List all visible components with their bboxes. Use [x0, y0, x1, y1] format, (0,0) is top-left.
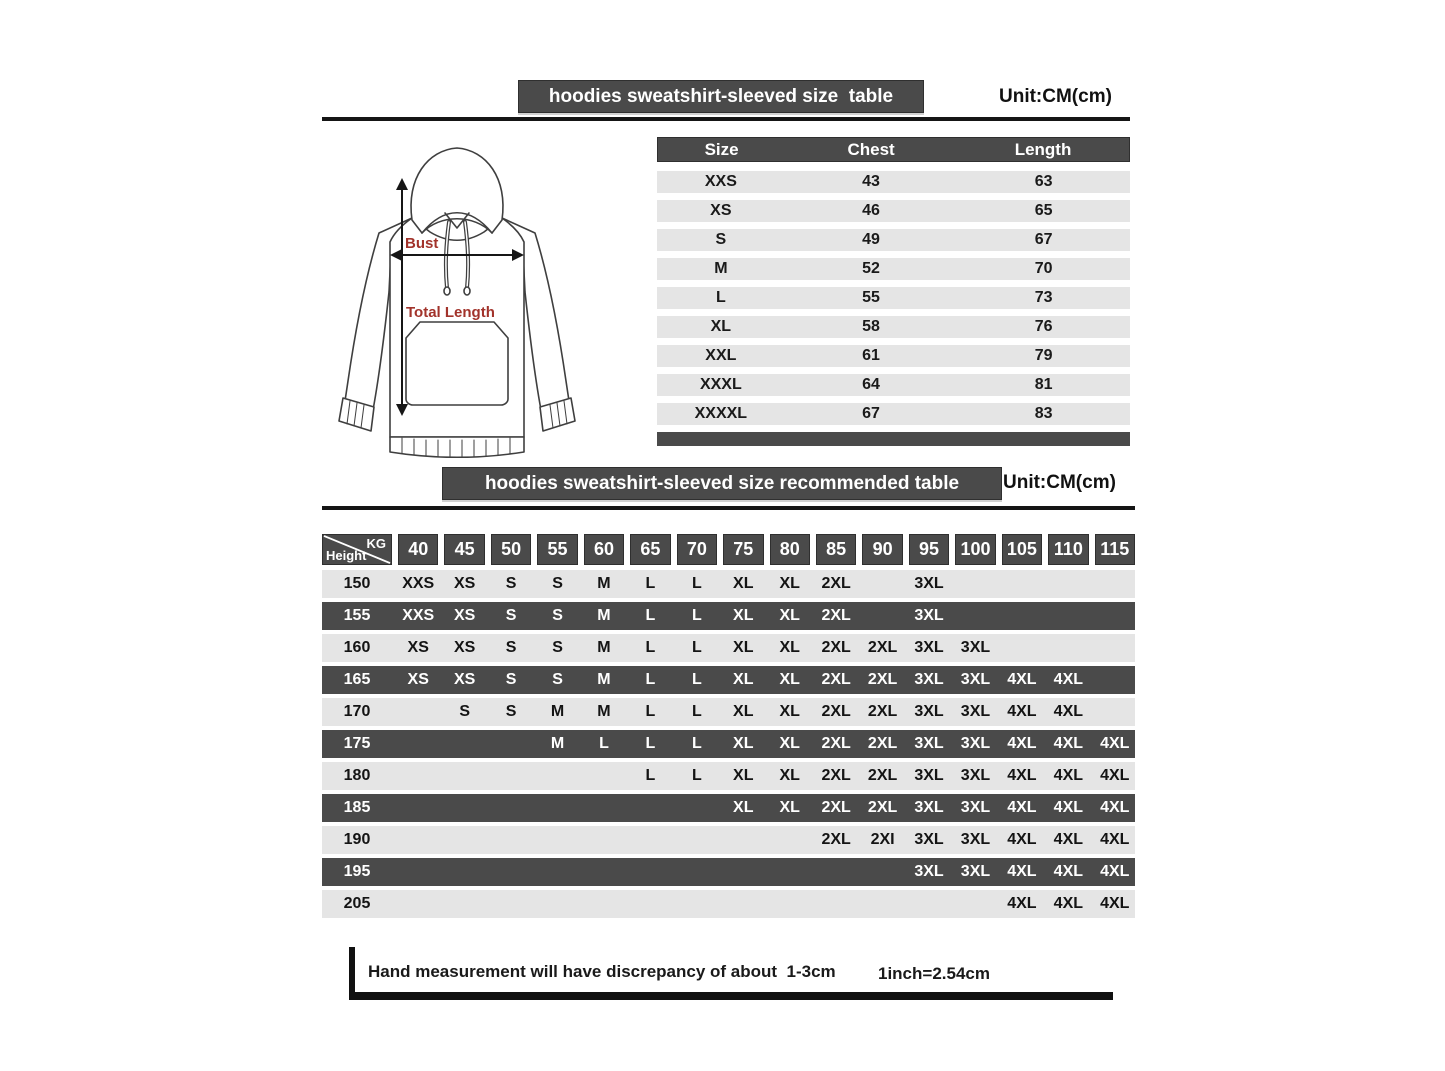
weight-header-cell: 85	[816, 534, 856, 565]
height-label: 175	[343, 735, 371, 752]
rec-size-cell: M	[597, 671, 611, 688]
hoodie-measurement-diagram	[328, 140, 600, 458]
rec-size-cell: 2XL	[867, 735, 898, 752]
rec-size-cell: L	[691, 767, 702, 784]
weight-header-cell: 80	[770, 534, 810, 565]
rec-size-cell: 4XL	[1007, 735, 1037, 752]
rec-size-cell: 2XL	[821, 671, 851, 688]
chest-cell: 67	[862, 405, 880, 422]
weight-header-cell: 45	[444, 534, 484, 565]
rec-size-cell: 2XL	[821, 607, 851, 624]
recommended-row	[322, 890, 1135, 918]
rec-size-cell: XS	[453, 575, 476, 592]
rec-size-cell: L	[599, 735, 609, 752]
length-cell: 70	[1034, 260, 1053, 277]
rec-size-cell: XL	[779, 639, 800, 656]
rec-size-cell: 3XL	[960, 767, 991, 784]
rec-size-cell: 3XL	[960, 639, 991, 656]
rec-size-cell: XL	[779, 607, 800, 624]
length-cell: 83	[1034, 405, 1053, 422]
length-cell: 81	[1034, 376, 1053, 393]
rec-size-cell: 3XL	[914, 575, 944, 592]
chest-cell: 58	[862, 318, 880, 335]
rec-size-cell: 4XL	[1007, 703, 1037, 720]
weight-header-cell: 90	[862, 534, 902, 565]
rec-size-cell: 4XL	[1007, 799, 1037, 816]
kangaroo-pocket	[406, 322, 508, 405]
rec-size-cell: M	[597, 703, 611, 720]
recommended-row	[322, 794, 1135, 822]
top-divider-line	[322, 117, 1130, 121]
rec-size-cell: 3XL	[960, 831, 991, 848]
chest-cell: 43	[862, 173, 880, 190]
size-cell: S	[715, 231, 727, 248]
size-table-row	[657, 200, 1130, 222]
rec-size-cell: 3XL	[960, 671, 991, 688]
rec-size-cell: S	[505, 639, 517, 656]
rec-size-cell: L	[645, 575, 656, 592]
rec-size-cell: 4XL	[1007, 671, 1037, 688]
recommended-row	[322, 602, 1135, 630]
rec-size-cell: 4XL	[1053, 671, 1084, 688]
rec-size-cell: 3XL	[960, 735, 991, 752]
rec-size-cell: XL	[779, 799, 800, 816]
weight-header-cell: 55	[537, 534, 577, 565]
size-table-row	[657, 316, 1130, 338]
rec-size-cell: S	[505, 671, 517, 688]
rec-size-cell: 2XL	[821, 831, 851, 848]
rec-size-cell: XS	[407, 671, 429, 688]
rec-size-cell: XL	[733, 767, 754, 784]
rec-size-cell: S	[552, 671, 563, 688]
rec-size-cell: L	[645, 607, 656, 624]
rec-size-cell: 3XL	[960, 703, 991, 720]
chest-cell: 55	[862, 289, 880, 306]
rec-size-cell: XS	[453, 607, 476, 624]
rec-size-cell: 2XL	[821, 639, 851, 656]
rec-size-cell: 2XL	[867, 799, 898, 816]
rec-size-cell: L	[691, 703, 702, 720]
size-table-row	[657, 171, 1130, 193]
length-cell: 73	[1034, 289, 1053, 306]
rec-size-cell: 4XL	[1053, 895, 1084, 912]
weight-header-cell: 60	[584, 534, 624, 565]
length-cell: 67	[1034, 231, 1053, 248]
rec-size-cell: XS	[453, 639, 476, 656]
rec-size-cell: 4XL	[1100, 767, 1130, 784]
rec-size-cell: 2XL	[821, 735, 851, 752]
size-cell: M	[714, 260, 728, 277]
size-table-body	[657, 171, 1130, 425]
size-cell: XXS	[704, 173, 737, 190]
rec-size-cell: 4XL	[1053, 799, 1084, 816]
rec-size-cell: S	[505, 703, 517, 720]
rec-size-cell: 4XL	[1053, 735, 1084, 752]
rec-size-cell: XL	[733, 671, 754, 688]
weight-header-cell: 65	[630, 534, 670, 565]
rec-size-cell: 4XL	[1007, 767, 1037, 784]
size-table-row	[657, 345, 1130, 367]
rec-size-cell: 4XL	[1007, 863, 1037, 880]
size-cell: L	[715, 289, 726, 306]
rec-size-cell: 3XL	[914, 767, 944, 784]
rec-size-cell: S	[552, 639, 563, 656]
rec-size-cell: 2XL	[821, 799, 851, 816]
rec-size-cell: 4XL	[1100, 735, 1130, 752]
length-cell: 79	[1034, 347, 1053, 364]
weight-header-cell: 110	[1048, 534, 1088, 565]
rec-size-cell: 3XL	[914, 831, 944, 848]
rec-size-cell: S	[505, 575, 517, 592]
rec-size-cell: 3XL	[914, 607, 944, 624]
rec-size-cell: L	[645, 767, 656, 784]
rec-size-cell: 2XL	[821, 767, 851, 784]
rec-size-cell: 4XL	[1053, 863, 1084, 880]
rec-size-cell: 4XL	[1053, 767, 1084, 784]
rec-size-cell: 4XL	[1053, 703, 1084, 720]
size-table-row	[657, 258, 1130, 280]
length-cell: 63	[1034, 173, 1053, 190]
rec-size-cell: XS	[407, 639, 429, 656]
weight-header-cell: 70	[677, 534, 717, 565]
recommended-table-header	[322, 534, 1135, 565]
size-table-header	[657, 137, 1130, 162]
size-table-row	[657, 374, 1130, 396]
rec-size-cell: 2XL	[867, 703, 898, 720]
size-cell: XXXXL	[694, 405, 748, 422]
rec-size-cell: 2XL	[867, 671, 898, 688]
recommended-table-title: hoodies sweatshirt-sleeved size recommended table	[484, 472, 960, 494]
recommended-row	[322, 762, 1135, 790]
weight-header-cell: 115	[1095, 534, 1135, 565]
rec-size-cell: L	[691, 607, 702, 624]
rec-size-cell: XXS	[402, 607, 435, 624]
height-label: 150	[343, 575, 371, 592]
rec-size-cell: L	[645, 671, 656, 688]
height-label: 190	[343, 831, 371, 848]
rec-size-cell: L	[691, 671, 702, 688]
rec-size-cell: 3XL	[960, 799, 991, 816]
bust-label: Bust	[405, 235, 439, 252]
rec-size-cell: 2XL	[821, 575, 851, 592]
weight-header-cell: 50	[491, 534, 531, 565]
size-table-title: hoodies sweatshirt-sleeved size table	[548, 85, 894, 107]
bottom-divider-line	[322, 506, 1135, 510]
size-table-title-bar	[518, 80, 924, 113]
rec-size-cell: L	[645, 703, 656, 720]
rec-size-cell: M	[597, 607, 611, 624]
rec-size-cell: 2XL	[867, 639, 898, 656]
rec-size-cell: XL	[733, 735, 754, 752]
size-cell: XXL	[705, 347, 737, 364]
rec-size-cell: S	[459, 703, 470, 720]
total-length-label: Total Length	[406, 304, 495, 321]
rec-size-cell: M	[597, 575, 611, 592]
rec-size-cell: L	[691, 639, 702, 656]
recommended-row	[322, 826, 1135, 854]
rec-size-cell: 3XL	[914, 671, 944, 688]
rec-size-cell: XS	[453, 671, 476, 688]
chest-cell: 64	[862, 376, 880, 393]
rec-size-cell: 4XL	[1100, 831, 1130, 848]
rec-size-cell: XL	[779, 703, 800, 720]
rec-size-cell: 4XL	[1100, 863, 1130, 880]
size-table-row	[657, 403, 1130, 425]
rec-size-cell: XL	[779, 735, 800, 752]
recommended-table-title-bar	[442, 467, 1002, 500]
recommended-table-body	[322, 570, 1135, 922]
size-cell: XS	[710, 202, 732, 219]
rec-size-cell: XL	[779, 767, 800, 784]
measurement-discrepancy-note: Hand measurement will have discrepancy of about 1-3cm	[368, 962, 836, 981]
rec-size-cell: M	[550, 735, 565, 752]
col-header-chest: Chest	[847, 139, 895, 159]
weight-header-cell: 100	[955, 534, 995, 565]
footer-horizontal-bar	[349, 992, 1113, 1000]
height-label: 160	[343, 639, 371, 656]
rec-size-cell: 2XL	[821, 703, 851, 720]
rec-size-cell: XL	[733, 575, 754, 592]
rec-size-cell: 3XL	[914, 703, 944, 720]
rec-size-cell: 3XL	[914, 863, 944, 880]
rec-size-cell: M	[597, 639, 611, 656]
kg-height-corner-cell	[322, 534, 392, 565]
rec-size-cell: XL	[733, 799, 754, 816]
recommended-row	[322, 858, 1135, 886]
height-label: 180	[343, 767, 371, 784]
height-label: 155	[343, 607, 371, 624]
chest-cell: 52	[862, 260, 880, 277]
chest-cell: 49	[862, 231, 880, 248]
corner-height-label: Height	[326, 548, 367, 563]
recommended-row	[322, 698, 1135, 726]
length-cell: 76	[1034, 318, 1053, 335]
chest-cell: 61	[862, 347, 880, 364]
unit-label-top: Unit:CM(cm)	[999, 86, 1112, 107]
rec-size-cell: XL	[733, 639, 754, 656]
corner-kg-label: KG	[366, 536, 386, 551]
size-table	[657, 137, 1130, 446]
weight-header-cell: 95	[909, 534, 949, 565]
size-table-row	[657, 287, 1130, 309]
recommended-row	[322, 570, 1135, 598]
rec-size-cell: XXS	[402, 575, 435, 592]
rec-size-cell: S	[505, 607, 517, 624]
rec-size-cell: 2XL	[867, 767, 898, 784]
height-label: 170	[343, 703, 371, 720]
size-cell: XL	[710, 318, 732, 335]
rec-size-cell: XL	[779, 575, 800, 592]
hem-band	[390, 437, 524, 457]
hood	[411, 148, 503, 233]
height-label: 205	[343, 895, 371, 912]
length-cell: 65	[1034, 202, 1053, 219]
rec-size-cell: XL	[733, 607, 754, 624]
rec-size-cell: M	[550, 703, 565, 720]
rec-size-cell: XL	[779, 671, 800, 688]
rec-size-cell: S	[552, 607, 563, 624]
rec-size-cell: L	[691, 575, 702, 592]
weight-header-cell: 105	[1002, 534, 1042, 565]
rec-size-cell: L	[691, 735, 702, 752]
unit-label-bottom: Unit:CM(cm)	[1003, 472, 1116, 493]
rec-size-cell: S	[552, 575, 563, 592]
inch-conversion-note: 1inch=2.54cm	[878, 964, 990, 983]
rec-size-cell: XL	[733, 703, 754, 720]
rec-size-cell: 3XL	[960, 863, 991, 880]
chest-cell: 46	[862, 202, 880, 219]
size-table-row	[657, 229, 1130, 251]
recommended-row	[322, 666, 1135, 694]
rec-size-cell: 3XL	[914, 799, 944, 816]
col-header-length: Length	[1014, 139, 1072, 159]
rec-size-cell: 4XL	[1053, 831, 1084, 848]
rec-size-cell: 2XI	[870, 831, 895, 848]
rec-size-cell: L	[645, 639, 656, 656]
col-header-size: Size	[704, 139, 739, 159]
height-label: 195	[343, 863, 371, 880]
rec-size-cell: 4XL	[1100, 895, 1130, 912]
weight-header-cell: 40	[398, 534, 438, 565]
rec-size-cell: 4XL	[1007, 831, 1037, 848]
recommended-row	[322, 634, 1135, 662]
rec-size-cell: 3XL	[914, 735, 944, 752]
rec-size-cell: 4XL	[1100, 799, 1130, 816]
height-label: 165	[343, 671, 371, 688]
size-cell: XXXL	[699, 376, 742, 393]
size-table-bottom-bar	[657, 432, 1130, 446]
recommended-row	[322, 730, 1135, 758]
rec-size-cell: L	[645, 735, 656, 752]
rec-size-cell: 3XL	[914, 639, 944, 656]
rec-size-cell: 4XL	[1007, 895, 1037, 912]
weight-header-cell: 75	[723, 534, 763, 565]
height-label: 185	[343, 799, 371, 816]
